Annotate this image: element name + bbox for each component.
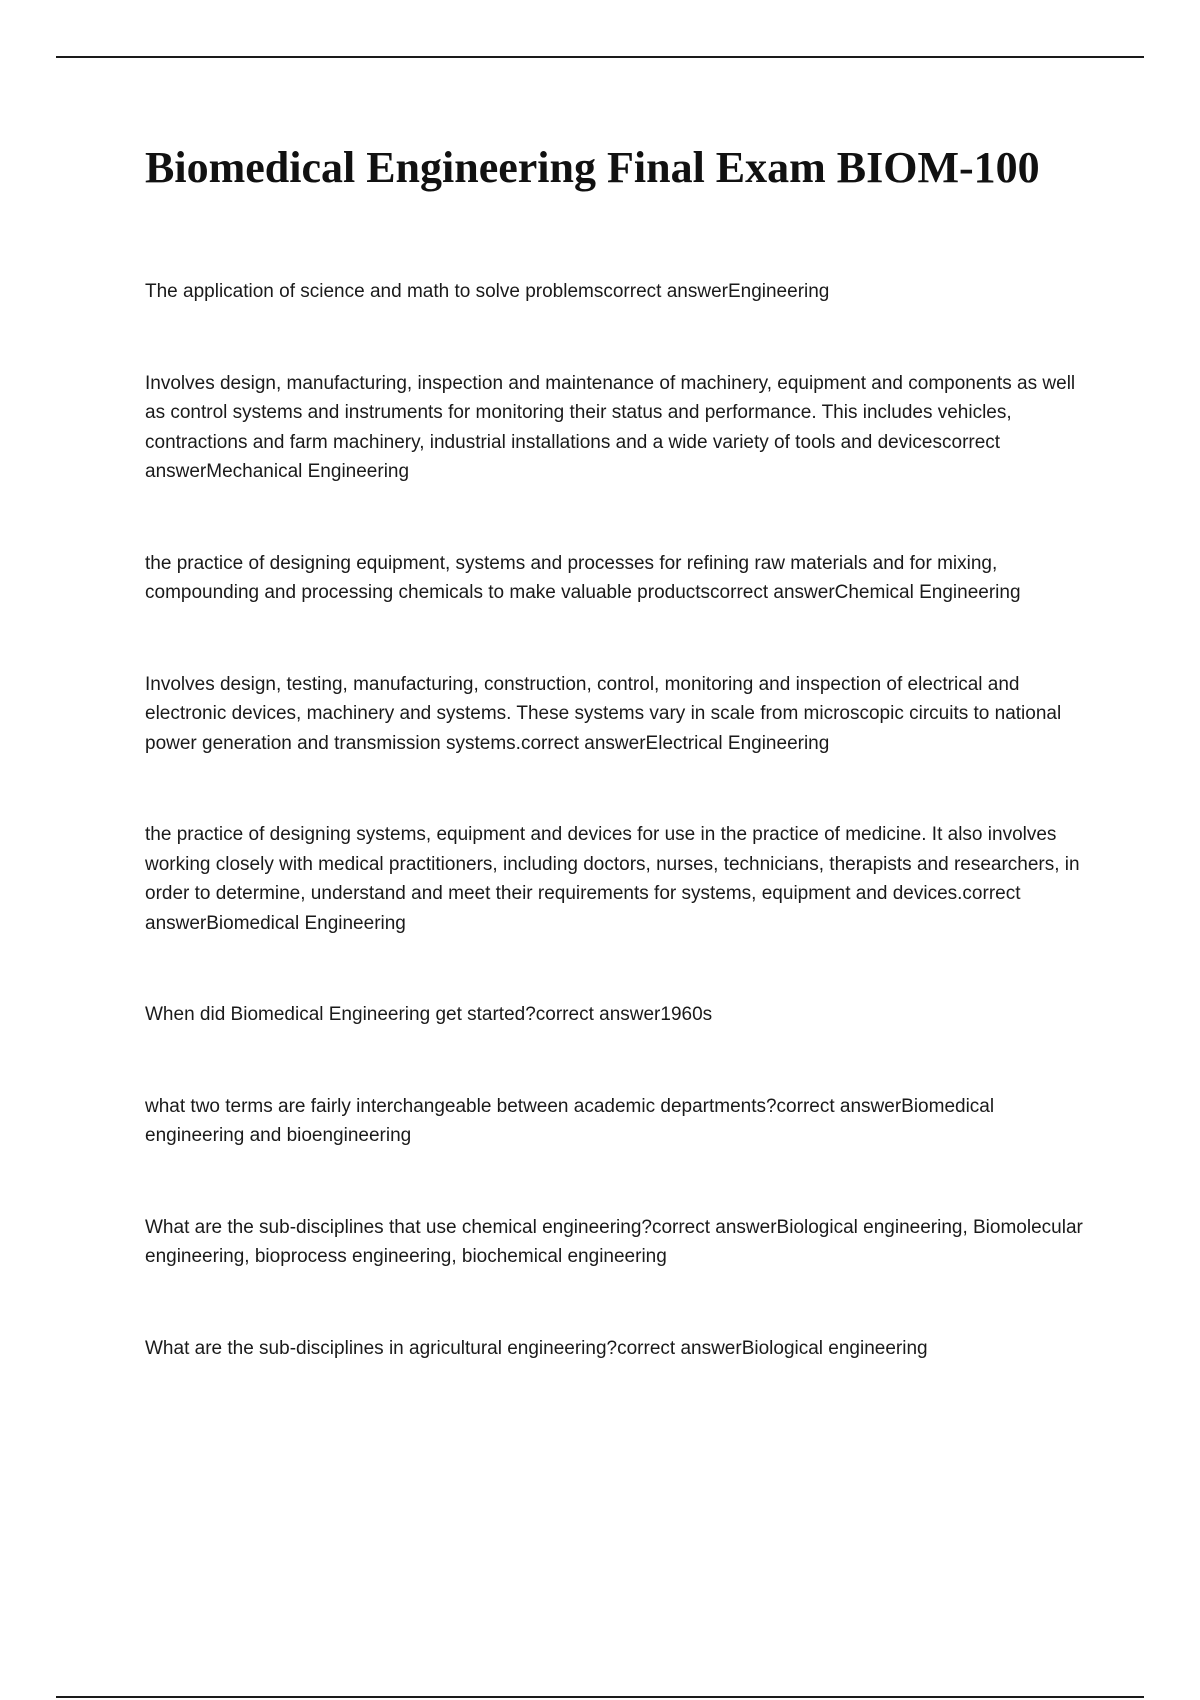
qa-item-agricultural-subdisciplines: What are the sub-disciplines in agricultural engineering?correct answerBiological engineering	[145, 1337, 928, 1359]
top-divider	[56, 56, 1144, 58]
qa-item-interchangeable-terms: what two terms are fairly interchangeable between academic departments?correct answerBiomedical engineering and bioengineering	[145, 1095, 995, 1146]
document-body	[145, 140, 1095, 1425]
qa-item-chemical-engineering: the practice of designing equipment, systems and processes for refining raw materials and for mixing, compounding and processing chemicals to make valuable productscorrect answerChemical Engineering	[145, 552, 1021, 603]
bottom-divider	[56, 1696, 1144, 1698]
qa-item-electrical-engineering: Involves design, testing, manufacturing, construction, control, monitoring and inspection of electrical and electronic devices, machinery and systems. These systems vary in scale from microscopic circuits to national power generation and transmission systems.correct answerElectrical Engineering	[145, 673, 1062, 754]
qa-item-biomedical-engineering: the practice of designing systems, equipment and devices for use in the practice of medicine. It also involves working closely with medical practitioners, including doctors, nurses, technicians, therapists and researchers, in order to determine, understand and meet their requirements for systems, equipment and devices.correct answerBiomedical Engineering	[145, 824, 1080, 934]
qa-list	[145, 277, 1095, 1363]
qa-item-engineering: The application of science and math to solve problemscorrect answerEngineering	[145, 281, 830, 302]
qa-item-chemical-subdisciplines: What are the sub-disciplines that use chemical engineering?correct answerBiological engineering, Biomolecular engineering, bioprocess engineering, biochemical engineering	[145, 1216, 1083, 1267]
document-title: Biomedical Engineering Final Exam BIOM-100	[145, 143, 1040, 192]
qa-item-mechanical-engineering: Involves design, manufacturing, inspection and maintenance of machinery, equipment and components as well as control systems and instruments for monitoring their status and performance. This includes vehicles, contractions and farm machinery, industrial installations and a wide variety of tools and devicescorrect answerMechanical Engineering	[145, 372, 1076, 482]
qa-item-start-date: When did Biomedical Engineering get started?correct answer1960s	[145, 1004, 713, 1025]
